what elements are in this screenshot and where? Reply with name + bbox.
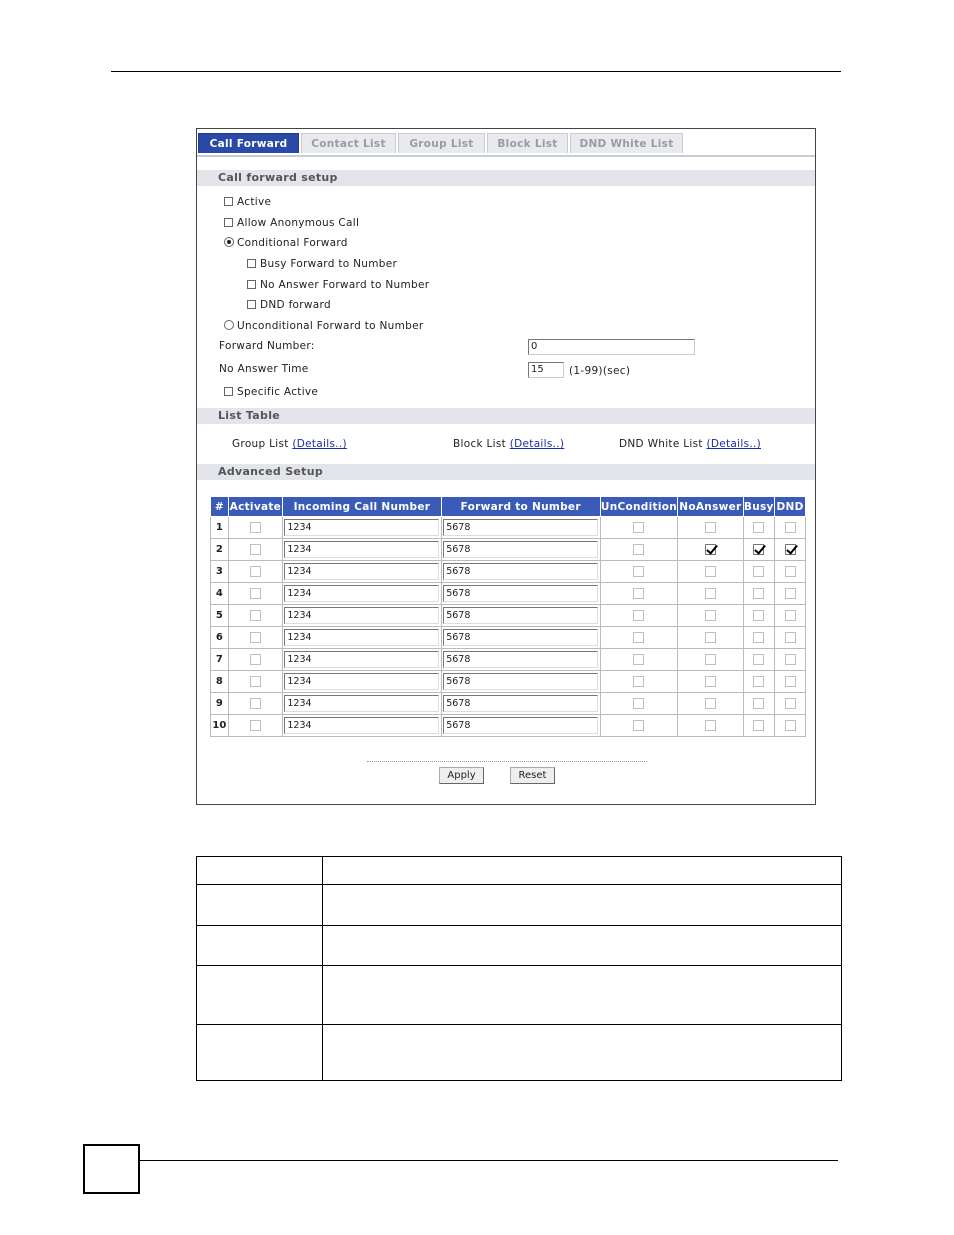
row-number: 5 [211,605,229,627]
dnd-cell [775,649,806,671]
dnd-cell [775,517,806,539]
description-header-row [197,857,842,885]
page-number-box [83,1144,140,1194]
row-number: 2 [211,539,229,561]
forward-number-input[interactable]: 5678 [443,717,598,734]
forward-number-input[interactable]: 5678 [443,651,598,668]
uncondition-checkbox[interactable] [633,632,644,643]
forward-number-input[interactable]: 0 [528,339,695,355]
description-cell-text [323,966,842,1025]
busy-checkbox[interactable] [753,522,764,533]
forward-cell [441,693,600,715]
table-row [211,583,806,605]
activate-cell [228,517,282,539]
activate-checkbox[interactable] [250,654,261,665]
incoming-cell [283,693,442,715]
activate-cell [228,583,282,605]
advanced-table-body [211,517,806,737]
uncondition-cell [600,561,678,583]
uncondition-checkbox[interactable] [633,654,644,665]
forward-number-input[interactable]: 5678 [443,695,598,712]
uncondition-cell [600,649,678,671]
noanswer-cell [678,517,743,539]
forward-cell [441,627,600,649]
noanswer-cell [678,561,743,583]
activate-cell [228,605,282,627]
incoming-number-input[interactable]: 1234 [284,695,439,712]
incoming-number-input[interactable]: 1234 [284,717,439,734]
noanswer-forward-row [247,279,429,291]
dnd-cell [775,693,806,715]
busy-checkbox[interactable] [753,632,764,643]
noanswer-checkbox[interactable] [705,676,716,687]
advanced-setup-header: Advanced Setup [197,464,815,480]
dnd-checkbox[interactable] [785,654,796,665]
row-number: 1 [211,517,229,539]
row-number: 4 [211,583,229,605]
incoming-cell [283,715,442,737]
uncondition-checkbox[interactable] [633,544,644,555]
incoming-cell [283,627,442,649]
dnd-white-list-details-link[interactable]: (Details..) [706,438,762,450]
table-row [211,539,806,561]
forward-cell [441,605,600,627]
uncondition-checkbox[interactable] [633,698,644,709]
noanswer-cell [678,605,743,627]
description-header-label [197,857,323,885]
forward-cell [441,561,600,583]
forward-number-input[interactable]: 5678 [443,673,598,690]
forward-number-input[interactable]: 5678 [443,585,598,602]
call-forward-setup-header: Call forward setup [197,170,815,186]
dnd-checkbox[interactable] [785,566,796,577]
dnd-checkbox[interactable] [785,676,796,687]
allow-anonymous-checkbox[interactable] [224,218,233,227]
activate-cell [228,627,282,649]
incoming-cell [283,583,442,605]
dnd-cell [775,539,806,561]
col-header-incoming: Incoming Call Number [283,497,442,517]
col-header-noanswer: NoAnswer [678,497,743,517]
uncondition-checkbox[interactable] [633,522,644,533]
noanswer-checkbox[interactable] [705,566,716,577]
uncondition-cell [600,693,678,715]
tab-call-forward[interactable]: Call Forward [198,133,299,153]
header-rule [111,71,841,72]
col-header-busy: Busy [743,497,775,517]
busy-checkbox[interactable] [753,654,764,665]
active-row [224,196,271,208]
uncondition-cell [600,627,678,649]
group-list-details-link[interactable]: (Details..) [292,438,347,450]
forward-number-input[interactable]: 5678 [443,541,598,558]
description-row [197,966,842,1025]
description-row [197,885,842,926]
uncondition-checkbox[interactable] [633,610,644,621]
activate-checkbox[interactable] [250,676,261,687]
busy-checkbox[interactable] [753,698,764,709]
activate-cell [228,671,282,693]
busy-cell [743,671,775,693]
busy-cell [743,627,775,649]
noanswer-cell [678,715,743,737]
busy-checkbox[interactable] [753,610,764,621]
busy-cell [743,583,775,605]
dnd-forward-checkbox[interactable] [247,300,256,309]
conditional-forward-label: Conditional Forward [237,237,348,249]
noanswer-forward-label: No Answer Forward to Number [260,279,430,291]
activate-checkbox[interactable] [250,610,261,621]
incoming-number-input[interactable]: 1234 [284,651,439,668]
advanced-setup-table [210,496,806,737]
noanswer-cell [678,583,743,605]
table-row [211,715,806,737]
noanswer-checkbox[interactable] [705,654,716,665]
incoming-cell [283,605,442,627]
busy-cell [743,539,775,561]
noanswer-checkbox[interactable] [705,632,716,643]
busy-cell [743,561,775,583]
dnd-cell [775,627,806,649]
activate-cell [228,715,282,737]
block-list-label: Block List [453,438,507,450]
description-cell-text [323,926,842,966]
incoming-cell [283,539,442,561]
no-answer-time-input[interactable]: 15 [528,362,564,378]
incoming-cell [283,671,442,693]
dnd-cell [775,561,806,583]
uncondition-cell [600,671,678,693]
button-divider [367,761,647,762]
uncondition-cell [600,517,678,539]
unconditional-forward-radio[interactable] [224,320,234,330]
description-cell-label [197,1025,323,1081]
row-number: 10 [211,715,229,737]
table-row [211,561,806,583]
busy-forward-label: Busy Forward to Number [260,258,398,270]
activate-cell [228,649,282,671]
tab-bar [197,133,815,157]
forward-cell [441,583,600,605]
noanswer-checkbox[interactable] [705,588,716,599]
noanswer-checkbox[interactable] [705,720,716,731]
footer-rule [140,1160,838,1161]
description-row [197,1025,842,1081]
dnd-checkbox[interactable] [785,632,796,643]
tab-group-list[interactable]: Group List [398,133,485,153]
dnd-cell [775,671,806,693]
busy-checkbox[interactable] [753,544,764,555]
uncondition-cell [600,539,678,561]
description-cell-label [197,885,323,926]
group-list-item [232,438,347,450]
specific-active-checkbox[interactable] [224,387,233,396]
table-row [211,627,806,649]
no-answer-time-hint: (1-99)(sec) [569,365,631,377]
dnd-forward-row [247,299,331,311]
dnd-checkbox[interactable] [785,588,796,599]
specific-active-row [224,386,318,398]
uncondition-cell [600,605,678,627]
description-cell-label [197,926,323,966]
dnd-checkbox[interactable] [785,544,796,555]
block-list-item [453,438,564,450]
tab-contact-list[interactable]: Contact List [301,133,396,153]
list-table-header: List Table [197,408,815,424]
activate-checkbox[interactable] [250,522,261,533]
busy-checkbox[interactable] [753,720,764,731]
group-list-label: Group List [232,438,289,450]
noanswer-cell [678,539,743,561]
dnd-cell [775,605,806,627]
busy-cell [743,693,775,715]
busy-checkbox[interactable] [753,566,764,577]
activate-checkbox[interactable] [250,632,261,643]
uncondition-checkbox[interactable] [633,720,644,731]
busy-checkbox[interactable] [753,676,764,687]
active-label: Active [237,196,272,208]
row-number: 7 [211,649,229,671]
busy-cell [743,605,775,627]
uncondition-checkbox[interactable] [633,676,644,687]
forward-number-input[interactable]: 5678 [443,629,598,646]
forward-number-label: Forward Number: [219,340,315,352]
incoming-number-input[interactable]: 1234 [284,629,439,646]
table-header-row [211,497,806,517]
busy-forward-row [247,258,397,270]
description-cell-label [197,966,323,1025]
specific-active-label: Specific Active [237,386,319,398]
incoming-cell [283,649,442,671]
noanswer-cell [678,671,743,693]
dnd-checkbox[interactable] [785,720,796,731]
dnd-forward-label: DND forward [260,299,331,311]
forward-number-input[interactable]: 5678 [443,519,598,536]
row-number: 6 [211,627,229,649]
noanswer-cell [678,693,743,715]
conditional-forward-row [224,237,348,249]
forward-cell [441,649,600,671]
incoming-number-input[interactable]: 1234 [284,563,439,580]
noanswer-cell [678,649,743,671]
call-forward-window [196,128,816,805]
table-row [211,693,806,715]
noanswer-checkbox[interactable] [705,610,716,621]
uncondition-checkbox[interactable] [633,588,644,599]
busy-checkbox[interactable] [753,588,764,599]
dnd-white-list-item [619,438,761,450]
incoming-number-input[interactable]: 1234 [284,585,439,602]
activate-checkbox[interactable] [250,588,261,599]
uncondition-cell [600,583,678,605]
noanswer-checkbox[interactable] [705,544,716,555]
col-header-dnd: DND [775,497,806,517]
activate-cell [228,693,282,715]
description-row [197,926,842,966]
activate-checkbox[interactable] [250,544,261,555]
row-number: 9 [211,693,229,715]
unconditional-forward-row [224,320,424,332]
activate-checkbox[interactable] [250,698,261,709]
allow-anonymous-label: Allow Anonymous Call [237,217,360,229]
uncondition-cell [600,715,678,737]
dnd-cell [775,715,806,737]
incoming-number-input[interactable]: 1234 [284,519,439,536]
reset-button[interactable]: Reset [510,767,555,784]
row-number: 3 [211,561,229,583]
dnd-cell [775,583,806,605]
busy-cell [743,715,775,737]
uncondition-checkbox[interactable] [633,566,644,577]
noanswer-cell [678,627,743,649]
table-row [211,649,806,671]
activate-checkbox[interactable] [250,566,261,577]
incoming-number-input[interactable]: 1234 [284,541,439,558]
forward-cell [441,517,600,539]
col-header-num: # [211,497,229,517]
col-header-forward: Forward to Number [441,497,600,517]
row-number: 8 [211,671,229,693]
description-cell-text [323,1025,842,1081]
incoming-cell [283,561,442,583]
noanswer-checkbox[interactable] [705,522,716,533]
forward-number-input[interactable]: 5678 [443,563,598,580]
busy-forward-checkbox[interactable] [247,259,256,268]
description-header-description [323,857,842,885]
dnd-white-list-label: DND White List [619,438,703,450]
dnd-checkbox[interactable] [785,698,796,709]
no-answer-time-label: No Answer Time [219,363,309,375]
table-row [211,517,806,539]
conditional-forward-radio[interactable] [224,237,234,247]
activate-checkbox[interactable] [250,720,261,731]
activate-cell [228,539,282,561]
incoming-number-input[interactable]: 1234 [284,673,439,690]
table-row [211,671,806,693]
forward-cell [441,671,600,693]
col-header-uncondition: UnCondition [600,497,678,517]
incoming-cell [283,517,442,539]
description-table [196,856,842,1081]
tab-dnd-white-list[interactable]: DND White List [570,133,683,153]
noanswer-checkbox[interactable] [705,698,716,709]
forward-number-input[interactable]: 5678 [443,607,598,624]
description-cell-text [323,885,842,926]
forward-cell [441,715,600,737]
incoming-number-input[interactable]: 1234 [284,607,439,624]
table-row [211,605,806,627]
activate-cell [228,561,282,583]
col-header-activate: Activate [228,497,282,517]
allow-anonymous-row [224,217,359,229]
apply-button[interactable]: Apply [439,767,484,784]
noanswer-forward-checkbox[interactable] [247,280,256,289]
dnd-checkbox[interactable] [785,610,796,621]
block-list-details-link[interactable]: (Details..) [509,438,565,450]
busy-cell [743,517,775,539]
tab-block-list[interactable]: Block List [487,133,568,153]
busy-cell [743,649,775,671]
forward-cell [441,539,600,561]
unconditional-forward-label: Unconditional Forward to Number [237,320,424,332]
dnd-checkbox[interactable] [785,522,796,533]
active-checkbox[interactable] [224,197,233,206]
